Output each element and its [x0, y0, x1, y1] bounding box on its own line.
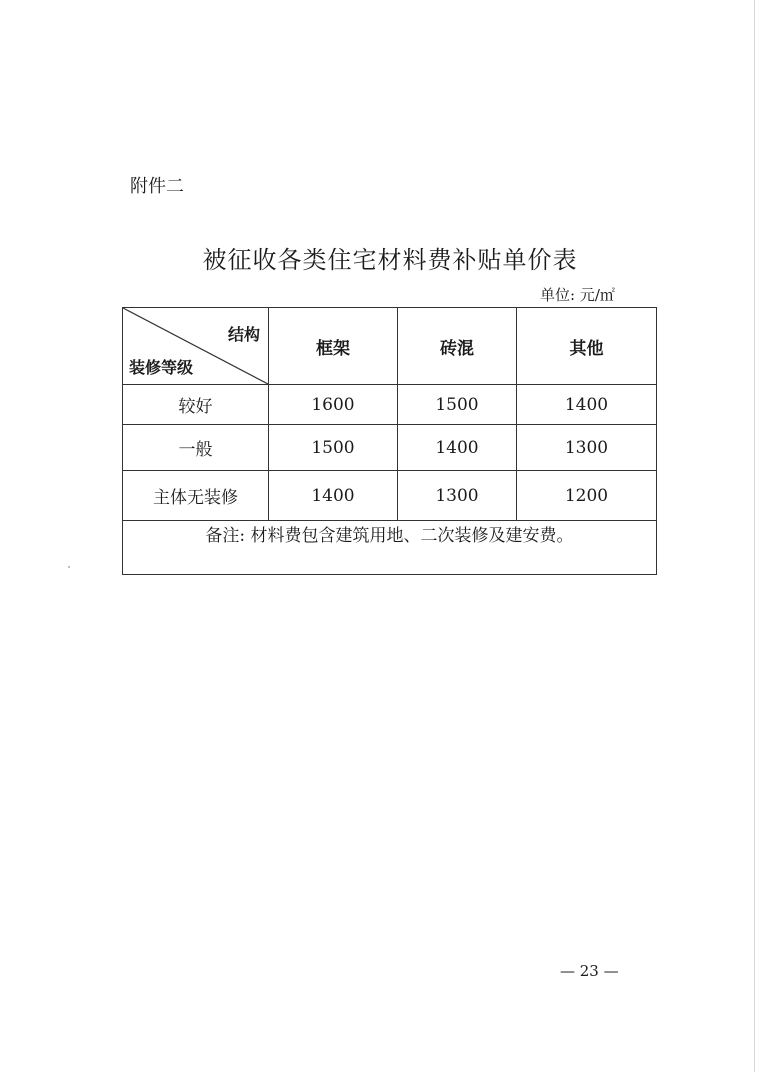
table-cell: 1300 — [398, 471, 517, 521]
column-header: 砖混 — [398, 308, 517, 385]
table-row — [123, 425, 657, 471]
table-cell: 1600 — [269, 385, 398, 425]
page-number: — 23 — — [560, 962, 619, 980]
scan-speck — [68, 566, 70, 568]
corner-header-cell — [123, 308, 269, 385]
row-label: 一般 — [123, 425, 269, 471]
document-title: 被征收各类住宅材料费补贴单价表 — [202, 246, 578, 274]
table-cell: 1400 — [398, 425, 517, 471]
subsidy-table — [122, 307, 657, 575]
note-row — [123, 521, 657, 575]
table-cell: 1400 — [269, 471, 398, 521]
table-cell: 1500 — [269, 425, 398, 471]
table-header-row — [123, 308, 657, 385]
column-header: 框架 — [269, 308, 398, 385]
corner-structure-label: 结构 — [227, 325, 260, 344]
table-cell: 1500 — [398, 385, 517, 425]
table-cell: 1400 — [517, 385, 657, 425]
table-note: 备注: 材料费包含建筑用地、二次装修及建安费。 — [123, 521, 657, 575]
unit-label: 单位: 元/㎡ — [540, 286, 615, 304]
row-label: 较好 — [123, 385, 269, 425]
attachment-label: 附件二 — [130, 176, 184, 197]
table-cell: 1200 — [517, 471, 657, 521]
column-header: 其他 — [517, 308, 657, 385]
corner-grade-label: 装修等级 — [129, 358, 194, 377]
table-cell: 1300 — [517, 425, 657, 471]
row-label: 主体无装修 — [123, 471, 269, 521]
table-row — [123, 385, 657, 425]
page-edge — [754, 0, 755, 1072]
table-row — [123, 471, 657, 521]
